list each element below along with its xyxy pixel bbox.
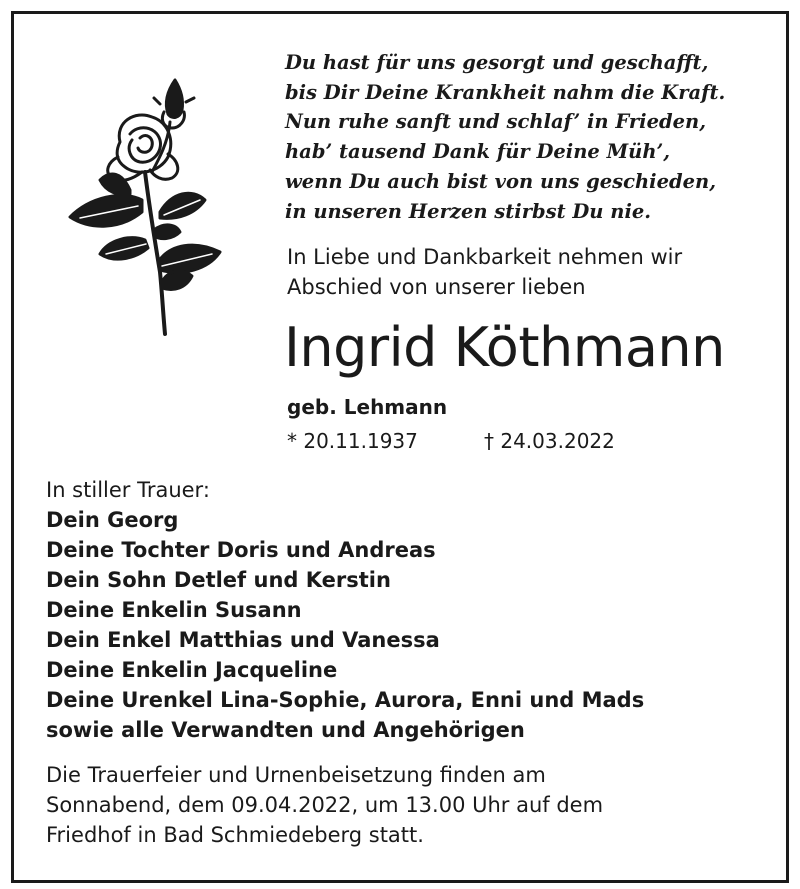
poem-line: Nun ruhe sanft und schlaf’ in Frieden, xyxy=(285,110,706,134)
mourners-list xyxy=(46,475,644,745)
deceased-name: Ingrid Köthmann xyxy=(284,316,725,379)
rose-icon xyxy=(60,72,225,337)
mourners-heading: In stiller Trauer: xyxy=(46,478,210,502)
poem xyxy=(285,48,725,226)
death-date: † 24.03.2022 xyxy=(484,429,615,453)
maiden-name: geb. Lehmann xyxy=(287,395,448,419)
poem-line: bis Dir Deine Krankheit nahm die Kraft. xyxy=(285,80,726,104)
service-line: Die Trauerfeier und Urnenbeisetzung finden am xyxy=(46,763,546,787)
service-line: Friedhof in Bad Schmiedeberg statt. xyxy=(46,823,424,847)
poem-line: in unseren Herzen stirbst Du nie. xyxy=(285,199,652,223)
life-dates xyxy=(287,426,615,456)
service-info xyxy=(46,760,603,850)
mourner-item: Deine Tochter Doris und Andreas xyxy=(46,538,436,562)
mourner-item: sowie alle Verwandten und Angehörigen xyxy=(46,718,525,742)
intro-text xyxy=(287,242,682,302)
mourner-item: Deine Urenkel Lina-Sophie, Aurora, Enni und Mads xyxy=(46,688,645,712)
intro-line: In Liebe und Dankbarkeit nehmen wir xyxy=(287,245,683,269)
mourner-item: Dein Enkel Matthias und Vanessa xyxy=(46,628,440,652)
poem-line: wenn Du auch bist von uns geschieden, xyxy=(285,169,716,193)
mourner-item: Dein Georg xyxy=(46,508,179,532)
poem-line: hab’ tausend Dank für Deine Müh’, xyxy=(285,140,671,164)
mourner-item: Deine Enkelin Susann xyxy=(46,598,302,622)
intro-line: Abschied von unserer lieben xyxy=(287,275,586,299)
mourner-item: Dein Sohn Detlef und Kerstin xyxy=(46,568,391,592)
birth-date: * 20.11.1937 xyxy=(287,429,418,453)
poem-line: Du hast für uns gesorgt und geschafft, xyxy=(285,51,709,74)
mourner-item: Deine Enkelin Jacqueline xyxy=(46,658,338,682)
service-line: Sonnabend, dem 09.04.2022, um 13.00 Uhr auf dem xyxy=(46,793,604,817)
